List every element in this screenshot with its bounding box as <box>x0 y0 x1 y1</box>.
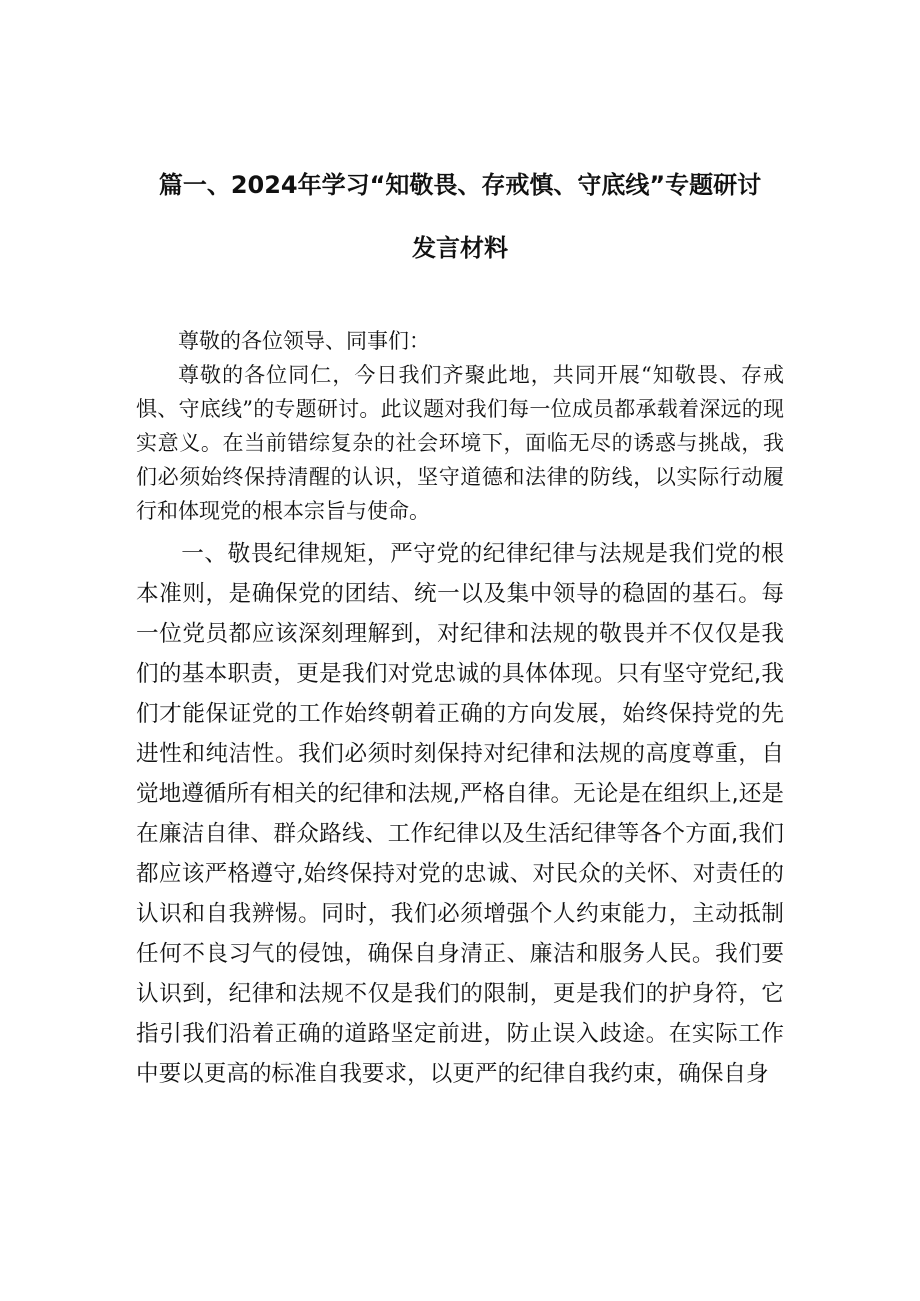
document-body <box>136 324 784 1094</box>
intro-paragraph: 尊敬的各位同仁，今日我们齐聚此地，共同开展“知敬畏、存戒惧、守底线”的专题研讨。此议题对我们每一位成员都承载着深远的现实意义。在当前错综复杂的社会环境下，面临无尽的诱惑与挑战，我们必须始终保持清醒的认识，坚守道德和法律的防线，以实际行动履行和体现党的根本宗旨与使命。 <box>136 363 784 523</box>
greeting-paragraph: 尊敬的各位领导、同事们： <box>178 329 430 353</box>
document-title-line-1: 篇一、2024年学习“知敬畏、存戒慎、守底线”专题研讨 <box>158 171 762 199</box>
document-title-line-2: 发言材料 <box>412 234 508 262</box>
section-1-paragraph: 一、敬畏纪律规矩，严守党的纪律纪律与法规是我们党的根本准则，是确保党的团结、统一以及集中领导的稳固的基石。每一位党员都应该深刻理解到，对纪律和法规的敬畏并不仅仅是我们的基本职责，更是我们对党忠诚的具体体现。只有坚守党纪,我们才能保证党的工作始终朝着正确的方向发展，始终保持党的先进性和纯洁性。我们必须时刻保持对纪律和法规的高度尊重，自觉地遵循所有相关的纪律和法规,严格自律。无论是在组织上,还是在廉洁自律、群众路线、工作纪律以及生活纪律等各个方面,我们都应该严格遵守,始终保持对党的忠诚、对民众的关怀、对责任的认识和自我辨惕。同时，我们必须增强个人约束能力，主动抵制任何不良习气的侵蚀，确保自身清正、廉洁和服务人民。我们要认识到，纪律和法规不仅是我们的限制，更是我们的护身符，它指引我们沿着正确的道路坚定前进，防止误入歧途。在实际工作中要以更高的标准自我要求，以更严的纪律自我约束，确保自身 <box>136 541 784 1087</box>
